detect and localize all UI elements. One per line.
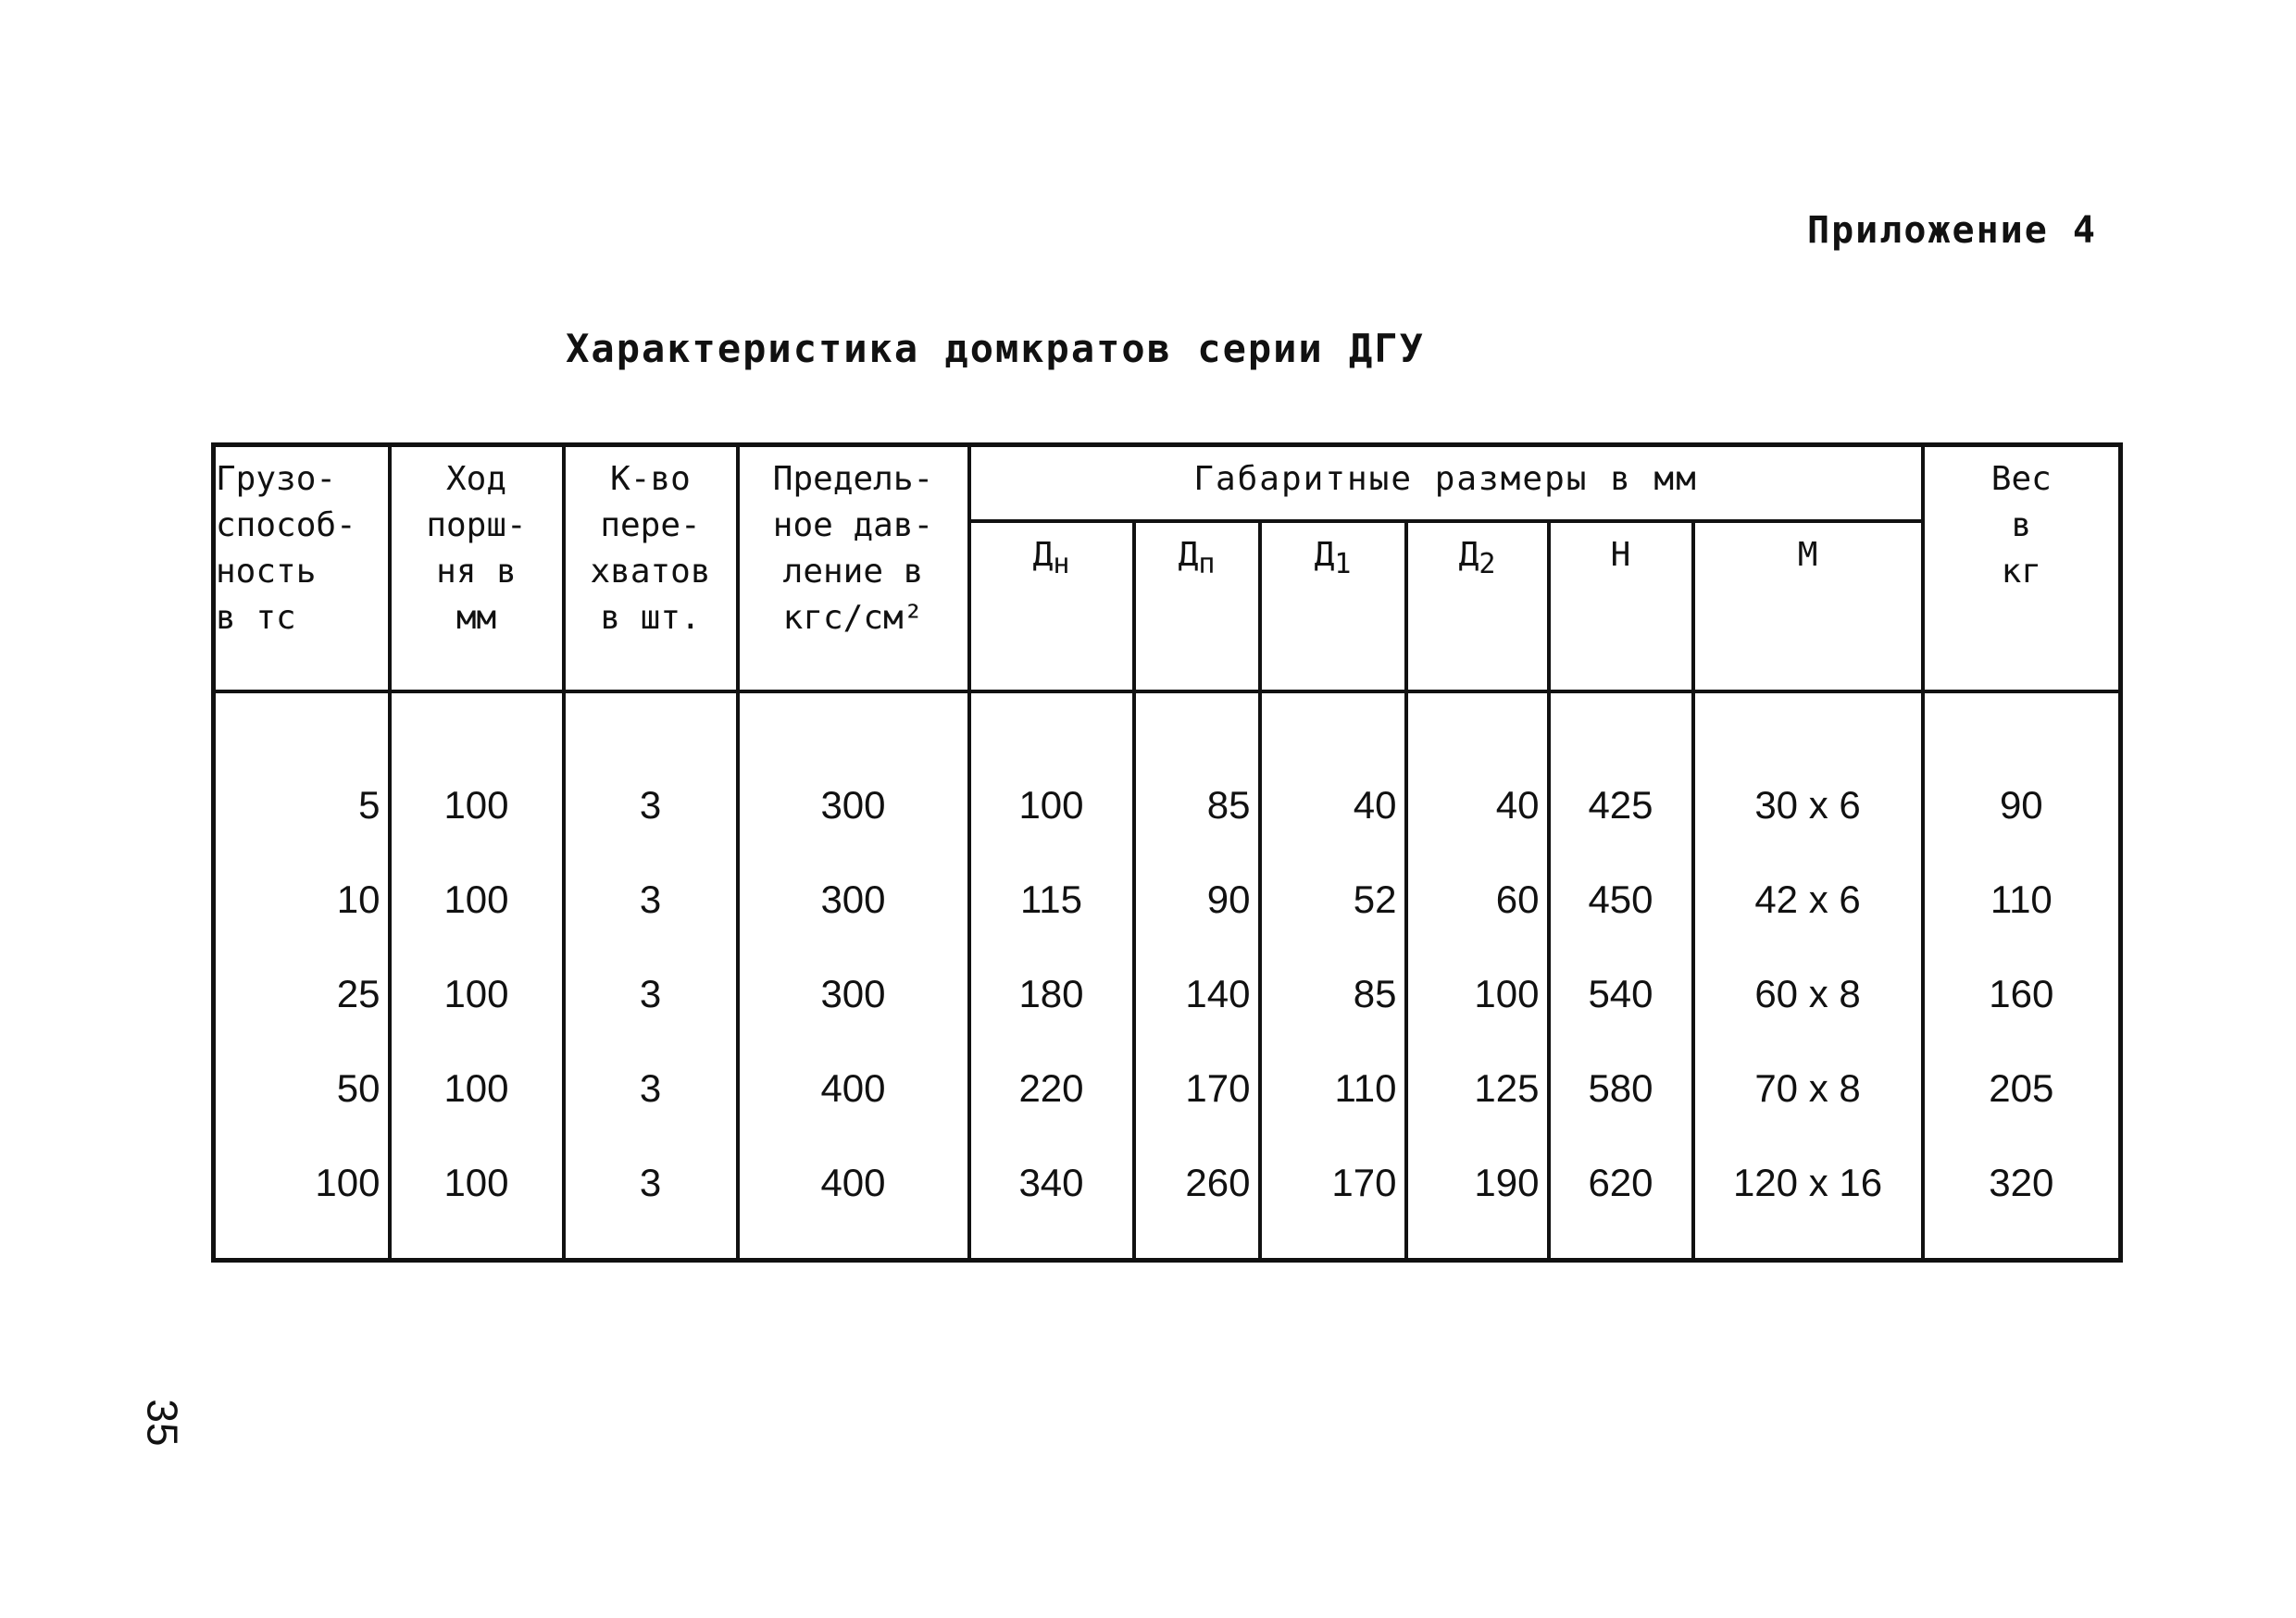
table-cell: 30 x 6 <box>1754 783 1861 827</box>
header-d2: $Д_2$ <box>1406 521 1549 691</box>
table-cell: 190 <box>1474 1161 1540 1204</box>
table-cell: 205 <box>1989 1066 2054 1110</box>
table-cell: 425 <box>1588 783 1653 827</box>
table-cell: 220 <box>1018 1066 1084 1110</box>
table-cell: 60 <box>1495 877 1540 921</box>
header-line: кгс/см² <box>782 599 924 637</box>
col-d2 <box>1406 691 1549 1261</box>
table-cell: 160 <box>1989 972 2054 1015</box>
header-weight <box>1923 445 2121 692</box>
header-dn: $Д_н$ <box>969 521 1134 691</box>
table-cell: 100 <box>1474 972 1540 1015</box>
table-cell: 100 <box>443 1066 509 1110</box>
header-line: К-во <box>610 460 691 498</box>
appendix-label: Приложение 4 <box>1807 209 2097 252</box>
header-line: Предель- <box>772 460 934 498</box>
table-cell: 3 <box>639 1066 662 1110</box>
table-cell: 170 <box>1185 1066 1251 1110</box>
table-cell: 110 <box>1334 1066 1397 1110</box>
table-cell: 3 <box>639 877 662 921</box>
table-cell: 300 <box>820 972 886 1015</box>
table-cell: 100 <box>443 877 509 921</box>
jack-spec-table <box>211 442 2123 1263</box>
table-cell: 100 <box>443 972 509 1015</box>
table-cell: 100 <box>443 1161 509 1204</box>
table-cell: 100 <box>1018 783 1084 827</box>
table-cell: 300 <box>820 877 886 921</box>
table-cell: 100 <box>315 1161 381 1204</box>
table-cell: 540 <box>1588 972 1653 1015</box>
table-cell: 40 <box>1353 783 1397 827</box>
table-cell: 450 <box>1588 877 1653 921</box>
table-cell: 170 <box>1331 1161 1397 1204</box>
header-line: в <box>2011 506 2032 544</box>
header-line: мм <box>455 599 497 637</box>
table-cell: 120 x 16 <box>1732 1161 1883 1204</box>
col-dp <box>1134 691 1260 1261</box>
header-line: ность <box>216 553 317 591</box>
header-line: порш- <box>426 506 527 544</box>
header-line: ное дав- <box>772 506 934 544</box>
header-stroke <box>390 445 564 692</box>
table-cell: 3 <box>639 783 662 827</box>
table-cell: 52 <box>1353 877 1397 921</box>
header-line: Грузо- <box>216 460 337 498</box>
header-line: хватов <box>590 553 711 591</box>
header-h: Н <box>1549 521 1693 691</box>
header-line: Вес <box>1990 460 2052 498</box>
col-d1 <box>1260 691 1406 1261</box>
table-cell: 50 <box>336 1066 381 1110</box>
header-line: кг <box>2001 553 2041 591</box>
header-line: пере- <box>600 506 701 544</box>
table-cell: 3 <box>639 972 662 1015</box>
header-dp: $Д_п$ <box>1134 521 1260 691</box>
col-h <box>1549 691 1693 1261</box>
table-cell: 180 <box>1018 972 1084 1015</box>
table-cell: 110 <box>1990 877 2053 921</box>
table-cell: 70 x 8 <box>1754 1066 1861 1110</box>
header-line: Ход <box>445 460 507 498</box>
table-cell: 40 <box>1495 783 1540 827</box>
table-cell: 60 x 8 <box>1754 972 1861 1015</box>
table-cell: 300 <box>820 783 886 827</box>
col-stroke <box>390 691 564 1261</box>
table-cell: 85 <box>1353 972 1397 1015</box>
col-capacity <box>214 691 390 1261</box>
header-pressure <box>738 445 969 692</box>
table-cell: 125 <box>1474 1066 1540 1110</box>
table-cell: 5 <box>358 783 381 827</box>
table-cell: 90 <box>1206 877 1251 921</box>
table-cell: 400 <box>820 1161 886 1204</box>
table-cell: 320 <box>1989 1161 2054 1204</box>
table-cell: 90 <box>1999 783 2043 827</box>
table-cell: 42 x 6 <box>1754 877 1861 921</box>
table-cell: 340 <box>1018 1161 1084 1204</box>
header-line: в шт. <box>600 599 701 637</box>
table-cell: 260 <box>1185 1161 1251 1204</box>
col-weight <box>1923 691 2121 1261</box>
col-pressure <box>738 691 969 1261</box>
table-title: Характеристика домкратов серии ДГУ <box>566 326 1425 371</box>
header-line: ление в <box>782 553 924 591</box>
table-cell: 100 <box>443 783 509 827</box>
table-cell: 10 <box>336 877 381 921</box>
col-m <box>1693 691 1923 1261</box>
header-line: ня в <box>436 553 517 591</box>
table-cell: 85 <box>1206 783 1251 827</box>
header-line: в тс <box>216 599 296 637</box>
col-grips <box>564 691 738 1261</box>
header-grips <box>564 445 738 692</box>
table-cell: 620 <box>1588 1161 1653 1204</box>
page-number: 35 <box>138 1399 187 1447</box>
table-cell: 3 <box>639 1161 662 1204</box>
table-cell: 580 <box>1588 1066 1653 1110</box>
header-m: М <box>1693 521 1923 691</box>
header-line: способ- <box>216 506 356 544</box>
header-capacity <box>214 445 390 692</box>
table-cell: 115 <box>1020 877 1082 921</box>
table-cell: 140 <box>1185 972 1251 1015</box>
table-cell: 400 <box>820 1066 886 1110</box>
header-dimensions: Габаритные размеры в мм <box>969 445 1923 522</box>
header-d1: $Д_1$ <box>1260 521 1406 691</box>
table-cell: 25 <box>336 972 381 1015</box>
col-dn <box>969 691 1134 1261</box>
